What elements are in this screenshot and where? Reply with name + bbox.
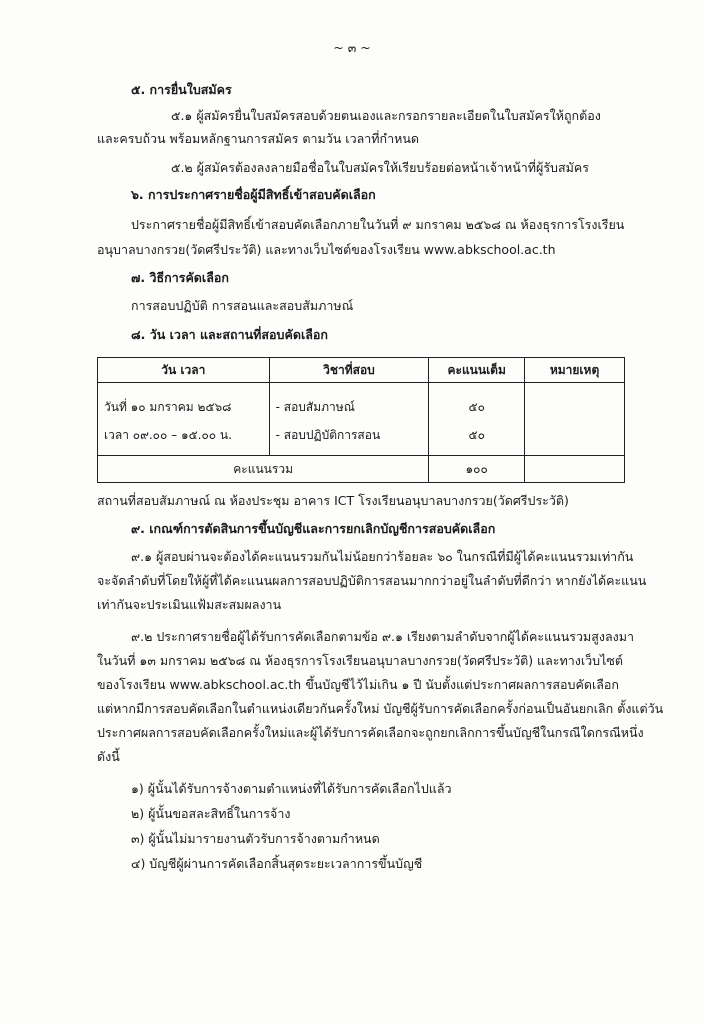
total-remarks — [525, 456, 625, 483]
exam-schedule-table — [97, 357, 625, 483]
section-9-1-line-3: เท่ากันจะประเมินแฟ้มสะสมผลงาน — [97, 597, 282, 612]
section-9-2-line-5: ประกาศผลการสอบคัดเลือกครั้งใหม่และผู้ได้รับการคัดเลือกจะถูกยกเลิกการขึ้นบัญชีในกรณีใดกรณีหนึ่ง — [97, 725, 644, 740]
header-remarks: หมายเหตุ — [525, 358, 625, 383]
header-date-time: วัน เวลา — [98, 358, 270, 383]
score-cell — [429, 383, 525, 456]
section-9-1-line-1: ๙.๑ ผู้สอบผ่านจะต้องได้คะแนนรวมกันไม่น้อยกว่าร้อยละ ๖๐ ในกรณีที่มีผู้ได้คะแนนรวมเท่ากัน — [131, 549, 634, 564]
exam-venue: สถานที่สอบสัมภาษณ์ ณ ห้องประชุม อาคาร ICT โรงเรียนอนุบาลบางกรวย(วัดศรีประวัติ) — [97, 493, 569, 508]
subject-teaching-practice: - สอบปฏิบัติการสอน — [275, 428, 381, 442]
section-9-heading: ๙. เกณฑ์การตัดสินการขึ้นบัญชีและการยกเลิกบัญชีการสอบคัดเลือก — [131, 521, 496, 536]
section-5-paragraph-2: ๕.๒ ผู้สมัครต้องลงลายมือชื่อในใบสมัครให้เรียบร้อยต่อหน้าเจ้าหน้าที่ผู้รับสมัคร — [171, 160, 589, 175]
section-9-2-line-1: ๙.๒ ประกาศรายชื่อผู้ได้รับการคัดเลือกตามข้อ ๙.๑ เรียงตามลำดับจากผู้ได้คะแนนรวมสูงลงมา — [131, 629, 634, 644]
section-9-2-line-4: แต่หากมีการสอบคัดเลือกในตำแหน่งเดียวกันครั้งใหม่ บัญชีผู้รับการคัดเลือกครั้งก่อนเป็นอันยกเลิก ตั้งแต่วัน — [97, 701, 664, 716]
subject-interview: - สอบสัมภาษณ์ — [275, 400, 355, 414]
score-teaching-practice: ๕๐ — [468, 428, 485, 442]
exam-time: เวลา ๐๙.๐๐ – ๑๕.๐๐ น. — [104, 428, 232, 442]
list-item: ๓) ผู้นั้นไม่มารายงานตัวรับการจ้างตามกำหนด — [131, 831, 380, 846]
section-9-2-line-2: ในวันที่ ๑๓ มกราคม ๒๕๖๘ ณ ห้องธุรการโรงเรียนอนุบาลบางกรวย(วัดศรีประวัติ) และทางเว็บไซต์ — [97, 653, 623, 668]
section-6-line-2: อนุบาลบางกรวย(วัดศรีประวัติ) และทางเว็บไซต์ของโรงเรียน www.abkschool.ac.th — [97, 242, 556, 257]
page-number: ~ ๓ ~ — [333, 40, 371, 55]
score-interview: ๕๐ — [468, 400, 485, 414]
section-5-heading: ๕. การยื่นใบสมัคร — [131, 82, 232, 97]
exam-date: วันที่ ๑๐ มกราคม ๒๕๖๘ — [104, 400, 232, 414]
section-9-2-line-3: ของโรงเรียน www.abkschool.ac.th ขึ้นบัญชีไว้ไม่เกิน ๑ ปี นับตั้งแต่ประกาศผลการสอบคัดเลือก — [97, 677, 619, 692]
subject-cell — [269, 383, 429, 456]
section-6-line-1: ประกาศรายชื่อผู้มีสิทธิ์เข้าสอบคัดเลือกภายในวันที่ ๙ มกราคม ๒๕๖๘ ณ ห้องธุรการโรงเรียน — [131, 217, 625, 232]
section-8-heading: ๘. วัน เวลา และสถานที่สอบคัดเลือก — [131, 327, 328, 342]
list-item: ๑) ผู้นั้นได้รับการจ้างตามตำแหน่งที่ได้รับการคัดเลือกไปแล้ว — [131, 781, 452, 796]
header-subject: วิชาที่สอบ — [269, 358, 429, 383]
list-item: ๔) บัญชีผู้ผ่านการคัดเลือกสิ้นสุดระยะเวลาการขึ้นบัญชี — [131, 856, 423, 871]
section-5-paragraph-1-line-2: และครบถ้วน พร้อมหลักฐานการสมัคร ตามวัน เวลาที่กำหนด — [97, 131, 420, 146]
total-label: คะแนนรวม — [98, 456, 429, 483]
section-7-heading: ๗. วิธีการคัดเลือก — [131, 270, 229, 285]
section-6-heading: ๖. การประกาศรายชื่อผู้มีสิทธิ์เข้าสอบคัดเลือก — [131, 187, 376, 202]
remarks-cell — [525, 383, 625, 456]
section-9-1-line-2: จะจัดลำดับที่โดยให้ผู้ที่ได้คะแนนผลการสอบปฏิบัติการสอนมากกว่าอยู่ในลำดับที่ดีกว่า หากยังได้คะแนน — [97, 573, 647, 588]
section-5-paragraph-1-line-1: ๕.๑ ผู้สมัครยื่นใบสมัครสอบด้วยตนเองและกรอกรายละเอียดในใบสมัครให้ถูกต้อง — [171, 108, 601, 123]
list-item: ๒) ผู้นั้นขอสละสิทธิ์ในการจ้าง — [131, 806, 291, 821]
section-7-line-1: การสอบปฏิบัติ การสอนและสอบสัมภาษณ์ — [131, 298, 354, 313]
header-full-score: คะแนนเต็ม — [429, 358, 525, 383]
section-9-2-line-6: ดังนี้ — [97, 749, 120, 764]
date-time-cell — [98, 383, 270, 456]
total-value: ๑๐๐ — [429, 456, 525, 483]
